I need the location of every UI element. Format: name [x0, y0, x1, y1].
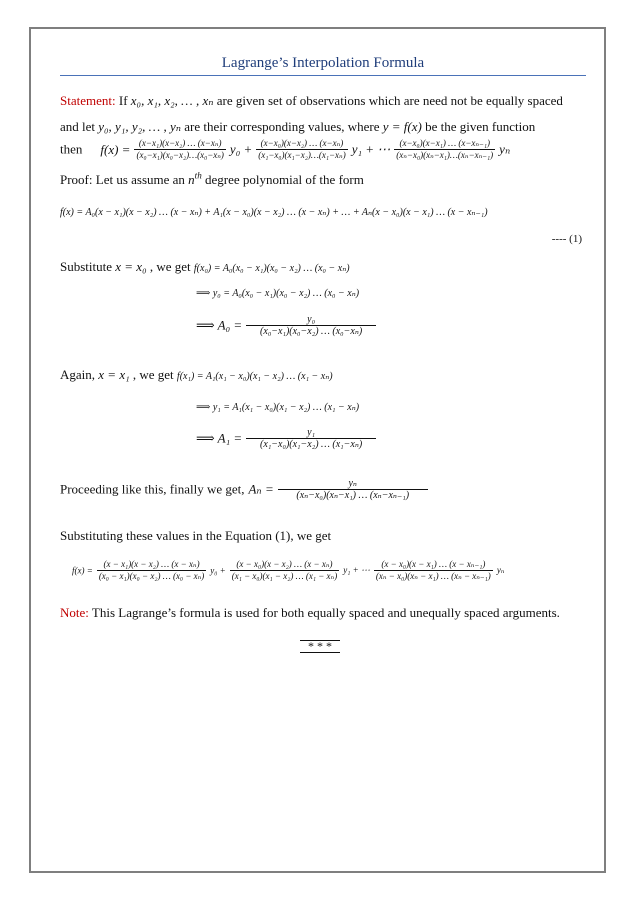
statement-line-1: [60, 93, 563, 109]
statement-label: Statement:: [60, 93, 116, 108]
substitute-text: Substitute: [60, 259, 113, 274]
substituting-text: Substituting these values in the Equation (1), we get: [60, 528, 332, 543]
final-term-1-numerator: (x − x₀)(x − x₂) … (x − xₙ): [230, 559, 339, 571]
proceeding-text: Proceeding like this, finally we get,: [60, 481, 245, 497]
substitute-x0-line: [60, 259, 350, 275]
final-term-1: [230, 559, 339, 582]
substitute-eq: x = x₀: [115, 259, 147, 274]
a1-denominator: (x₁−x₀)(x₁−x₂) … (x₁−xₙ): [260, 439, 363, 450]
end-mark: * * *: [300, 640, 340, 653]
note-label: Note:: [60, 605, 89, 620]
an-line: [60, 478, 428, 501]
term-n-fraction: [394, 138, 495, 161]
a1-fraction: [246, 427, 376, 450]
an-fraction: [278, 478, 428, 501]
an-lhs: Aₙ =: [248, 481, 274, 497]
term-1-numerator: (x−x₀)(x−x₂) … (x−xₙ): [256, 138, 347, 150]
term-1-y: y₁ + ⋯: [351, 141, 391, 157]
a0-equation: [196, 314, 376, 337]
a0-numerator: y₀: [246, 314, 376, 326]
an-numerator: yₙ: [278, 478, 428, 490]
an-denominator: (xₙ−x₀)(xₙ−x₁) … (xₙ−xₙ₋₁): [296, 490, 410, 501]
note-text: This Lagrange’s formula is used for both equally spaced and unequally spaced arguments.: [91, 605, 560, 620]
function-equation: y = f(x): [382, 119, 422, 134]
equation-number: ---- (1): [551, 233, 582, 245]
final-lhs: f(x) =: [72, 565, 93, 576]
term-n-numerator: (x−x₀)(x−x₁) … (x−xₙ₋₁): [394, 138, 495, 150]
we-get-text: , we get: [149, 259, 191, 274]
statement-text-b: are given set of observations which are need not be equally spaced: [216, 93, 563, 108]
final-term-1-denominator: (x₁ − x₀)(x₁ − x₂) … (x₁ − xₙ): [231, 571, 338, 581]
a1-equation: [196, 427, 376, 450]
page-title: Lagrange’s Interpolation Formula: [221, 55, 425, 71]
proof-intro: [60, 172, 364, 188]
final-formula: [72, 559, 504, 582]
f-x1-result: f(x₁) = A₁(x₁ − x₀)(x₁ − x₂) … (x₁ − xₙ): [176, 371, 333, 382]
final-term-n-numerator: (x − x₀)(x − x₁) … (x − xₙ₋₁): [374, 559, 493, 571]
observations-list: x₀, x₁, x₂, … , xₙ: [130, 93, 214, 108]
final-term-0-y: y₀ +: [210, 565, 226, 576]
again-eq: x = x₁: [98, 367, 130, 382]
term-n-denominator: (xₙ−x₀)(xₙ−x₁)…(xₙ−xₙ₋₁): [396, 150, 494, 160]
a1-lhs: ⟹ A₁ =: [196, 430, 243, 446]
a0-denominator: (x₀−x₁)(x₀−x₂) … (x₀−xₙ): [260, 326, 363, 337]
term-1-denominator: (x₁−x₀)(x₁−x₂)…(x₁−xₙ): [258, 150, 346, 160]
statement-line-2: [60, 119, 535, 135]
formula-lhs: f(x) =: [100, 141, 131, 157]
final-term-0-denominator: (x₀ − x₁)(x₀ − x₂) … (x₀ − xₙ): [98, 571, 205, 581]
statement-text-d: are their corresponding values, where: [184, 119, 380, 134]
final-term-n: [374, 559, 493, 582]
f-x0-result: f(x₀) = A₀(x₀ − x₁)(x₀ − x₂) … (x₀ − xₙ): [193, 263, 350, 274]
final-term-n-y: yₙ: [496, 565, 505, 575]
statement-text-e: be the given function: [425, 119, 536, 134]
again-we-get: , we get: [132, 367, 174, 382]
term-1-fraction: [256, 138, 347, 161]
term-0-fraction: [134, 138, 225, 161]
final-term-n-denominator: (xₙ − x₀)(xₙ − x₁) … (xₙ − xₙ₋₁): [375, 571, 491, 581]
term-0-denominator: (x₀−x₁)(x₀−x₂)…(x₀−xₙ): [136, 150, 224, 160]
title-underline: [60, 75, 586, 76]
again-text: Again,: [60, 367, 96, 382]
again-x1-line: [60, 367, 333, 383]
final-term-0: [97, 559, 206, 582]
final-term-1-y: y₁ + ⋯: [343, 565, 370, 575]
values-list: y₀, y₁, y₂, … , yₙ: [98, 119, 181, 134]
term-0-y: y₀ +: [229, 141, 253, 157]
proof-text-b: degree polynomial of the form: [205, 172, 364, 187]
then-word: then: [60, 141, 83, 157]
a0-fraction: [246, 314, 376, 337]
final-term-0-numerator: (x − x₁)(x − x₂) … (x − xₙ): [97, 559, 206, 571]
a0-lhs: ⟹ A₀ =: [196, 317, 243, 333]
term-0-numerator: (x−x₁)(x−x₂) … (x−xₙ): [134, 138, 225, 150]
lagrange-formula: [60, 138, 510, 161]
a1-numerator: y₁: [246, 427, 376, 439]
statement-text-a: If: [118, 93, 128, 108]
term-n-y: yₙ: [499, 141, 511, 157]
nth-symbol: $n^{th}$: [188, 170, 202, 187]
y1-equation: ⟹ y₁ = A₁(x₁ − x₀)(x₁ − x₂) … (x₁ − xₙ): [196, 402, 360, 413]
proof-text-a: Proof: Let us assume an: [60, 172, 185, 187]
polynomial-equation: f(x) = A₀(x − x₁)(x − x₂) … (x − xₙ) + A₁(x − x₀)(x − x₂) … (x − xₙ) + … + Aₙ(x − x₀)(x − x₁) … (x − xₙ₋₁): [60, 207, 488, 218]
y0-equation: ⟹ y₀ = A₀(x₀ − x₁)(x₀ − x₂) … (x₀ − xₙ): [196, 288, 360, 299]
statement-text-c: and let: [60, 119, 96, 134]
note-line: [60, 605, 560, 621]
